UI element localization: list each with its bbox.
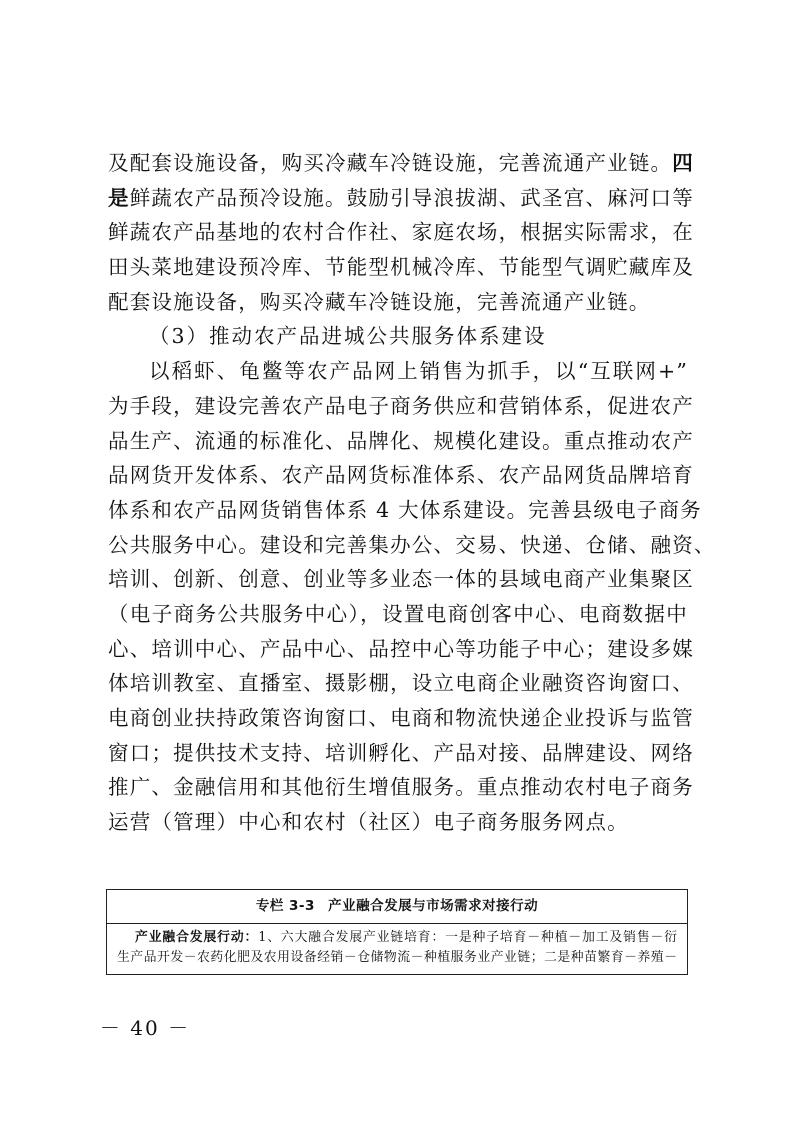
text-line: 为手段，建设完善农产品电子商务供应和营销体系，促进农产: [108, 393, 694, 418]
text-line: 品网货开发体系、农产品网货标准体系、农产品网货品牌培育: [108, 463, 694, 488]
column-box-line: [117, 928, 677, 948]
text-line: 培训、创新、创意、创业等多业态一体的县域电商产业集聚区: [108, 567, 694, 592]
text-line: 公共服务中心。建设和完善集办公、交易、快递、仓储、融资、: [108, 532, 716, 557]
column-box-line: 生产品开发－农药化肥及农用设备经销－仓储物流－种植服务业产业链；二是种苗繁育－养殖－: [117, 950, 677, 965]
column-box: [106, 889, 688, 975]
text-line: 品生产、流通的标准化、品牌化、规模化建设。重点推动农产: [108, 428, 694, 453]
text-line: （电子商务公共服务中心），设置电商创客中心、电商数据中: [108, 601, 688, 626]
text-line: 鲜蔬农产品基地的农村合作社、家庭农场，根据实际需求，在: [108, 220, 694, 245]
bold-marker: 是: [108, 185, 130, 210]
text-run: 1、六大融合发展产业链培育：一是种子培育－种植－加工及销售－衍: [258, 930, 677, 945]
body-text: [108, 146, 716, 840]
text-run: 及配套设施设备，购买冷藏车冷链设施，完善流通产业链。: [108, 151, 673, 175]
section-heading: （3）推动农产品进城公共服务体系建设: [149, 324, 547, 349]
column-box-body: [107, 924, 687, 968]
text-line: 以稻虾、龟鳖等农产品网上销售为抓手，以“互联网+”: [149, 359, 688, 384]
page-number: － 40 －: [99, 1016, 191, 1040]
column-box-label: 专栏 3-3: [255, 898, 315, 914]
text-line: 电商创业扶持政策咨询窗口、电商和物流快递企业投诉与监管: [108, 706, 694, 730]
text-line: 推广、金融信用和其他衍生增值服务。重点推动农村电子商务: [108, 775, 694, 800]
text-line: 配套设施设备，购买冷藏车冷链设施，完善流通产业链。: [108, 289, 651, 314]
bold-marker: 四: [672, 151, 694, 175]
text-line: [108, 146, 694, 181]
column-box-lead: 产业融合发展行动：: [135, 930, 259, 945]
text-run: 鲜蔬农产品预冷设施。鼓励引导浪拔湖、武圣宫、麻河口等: [129, 185, 694, 210]
column-box-heading: 产业融合发展与市场需求对接行动: [328, 898, 539, 914]
text-line: 运营（管理）中心和农村（社区）电子商务服务网点。: [108, 810, 629, 835]
text-line: [108, 181, 694, 216]
text-line: 窗口；提供技术支持、培训孵化、产品对接、品牌建设、网络: [108, 740, 694, 765]
text-line: 心、培训中心、产品中心、品控中心等功能子中心；建设多媒: [108, 636, 694, 661]
text-line: 体培训教室、直播室、摄影棚，设立电商企业融资咨询窗口、: [108, 671, 694, 696]
column-box-title: [107, 890, 687, 924]
text-line: 田头菜地建设预冷库、节能型机械冷库、节能型气调贮藏库及: [108, 255, 694, 280]
text-line: 体系和农产品网货销售体系 4 大体系建设。完善县级电子商务: [108, 497, 702, 522]
